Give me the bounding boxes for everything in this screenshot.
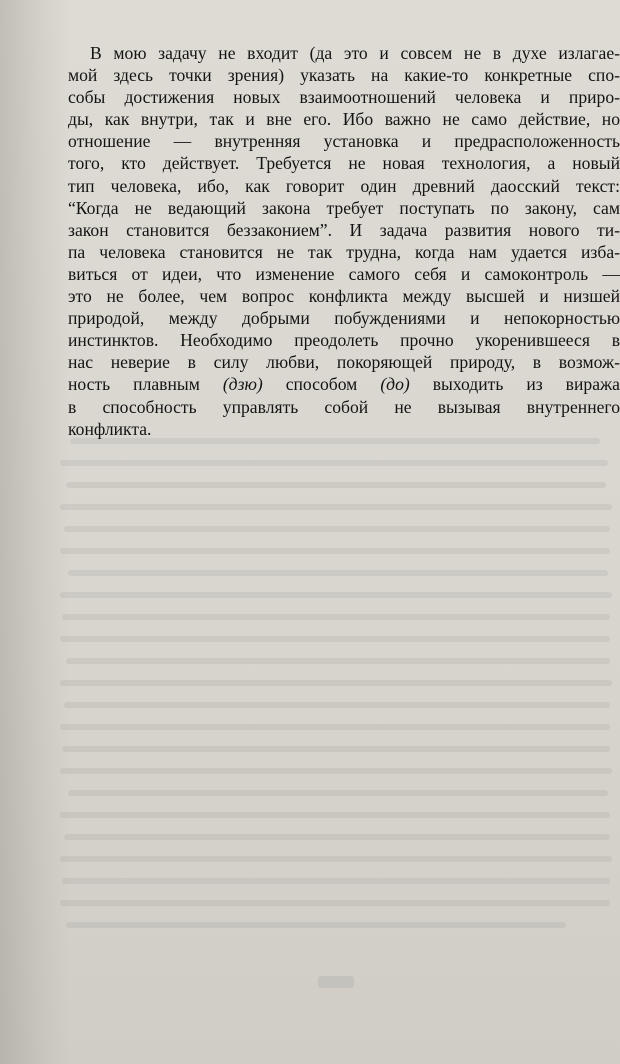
text-line-with-terms: [68, 373, 620, 395]
text-line: собы достижения новых взаимоотношений человека и приро-: [68, 87, 620, 108]
text-line: в способность управлять собой не вызывая внутреннего: [68, 396, 620, 417]
text-fragment: ность плавным: [68, 374, 200, 395]
text-line: па человека становится не так трудна, когда нам удается изба-: [68, 241, 620, 262]
text-line: инстинктов. Необходимо преодолеть прочно укоренившееся в: [68, 330, 620, 351]
text-line: тип человека, ибо, как говорит один древний даосский текст:: [68, 175, 620, 196]
text-line-final: конфликта.: [68, 418, 152, 439]
japanese-term-ju: (дзю): [222, 374, 263, 395]
japanese-term-do: (до): [380, 374, 410, 395]
text-line: отношение — внутренняя установка и предрасположенность: [68, 131, 620, 152]
text-line: виться от идеи, что изменение самого себя и самоконтроль —: [68, 263, 620, 284]
text-line: “Когда не ведающий закона требует поступать по закону, сам: [68, 197, 620, 218]
text-fragment: выходить из виража: [432, 374, 620, 395]
page-number-bleed-through: [318, 976, 354, 988]
text-line: мой здесь точки зрения) указать на какие-то конкретные спо-: [68, 65, 620, 86]
text-line: нас неверие в силу любви, покоряющей природу, в возмож-: [68, 352, 620, 373]
text-line: это не более, чем вопрос конфликта между высшей и низшей: [68, 286, 620, 307]
text-line: закон становится беззаконием”. И задача развития нового ти-: [68, 219, 620, 240]
text-line: природой, между добрыми побуждениями и непокорностью: [68, 308, 620, 329]
text-line: В мою задачу не входит (да это и совсем не в духе излагае-: [90, 43, 620, 63]
reverse-side-bleed-through: [60, 430, 620, 950]
text-line: ды, как внутри, так и вне его. Ибо важно не само действие, но: [68, 109, 620, 130]
text-line: того, кто действует. Требуется не новая технология, а новый: [68, 153, 620, 174]
text-fragment: способом: [285, 374, 358, 395]
body-paragraph: [68, 42, 620, 440]
